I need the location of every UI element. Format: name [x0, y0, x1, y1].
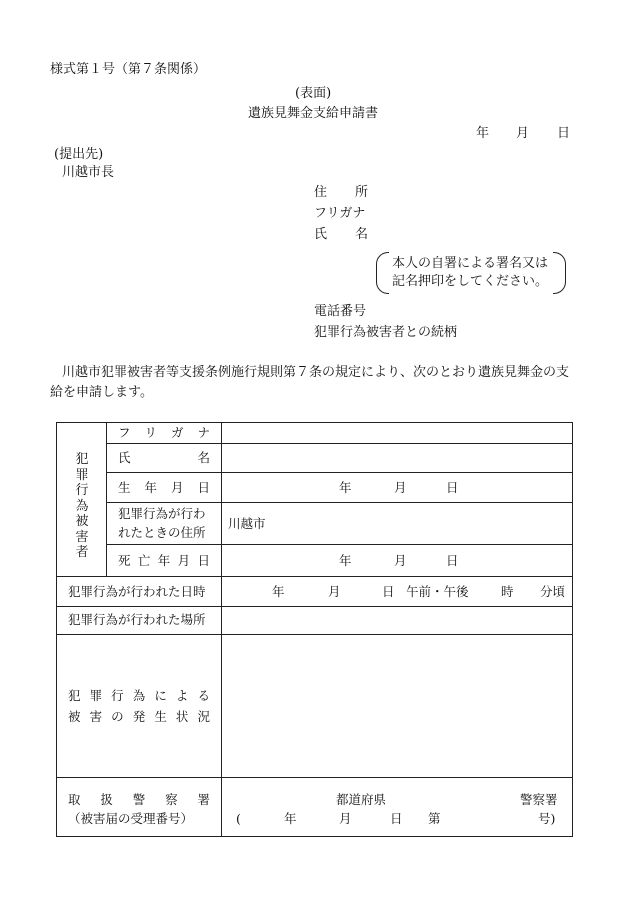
date-day: 日	[557, 126, 571, 141]
note-bracket-left	[376, 252, 389, 294]
label-column-divider	[221, 422, 222, 837]
damage-label-1: 犯 罪 行 為 に よ る	[68, 688, 210, 703]
death-month: 月	[394, 553, 407, 568]
applicant-relation-label: 犯罪行為被害者との続柄	[314, 325, 458, 340]
row-divider-3	[106, 502, 573, 503]
row-divider-8	[56, 777, 573, 778]
submit-to-label: (提出先)	[54, 147, 104, 162]
row-divider-1	[106, 443, 573, 444]
victim-address-value: 川越市	[228, 516, 266, 531]
table-border-left	[56, 422, 57, 837]
death-year: 年	[339, 553, 352, 568]
receipt-year: 年	[284, 811, 297, 826]
receipt-month: 月	[339, 811, 352, 826]
victim-header: 犯罪行為被害者	[75, 452, 89, 560]
applicant-name-label: 氏 名	[314, 227, 368, 242]
victim-death-label: 死 亡 年 月 日	[118, 553, 210, 568]
damage-label-2: 被 害 の 発 生 状 況	[68, 709, 210, 724]
document-title: 遺族見舞金支給申請書	[248, 106, 379, 121]
row-divider-4	[106, 544, 573, 545]
intro-line-1: 川越市犯罪被害者等支援条例施行規則第７条の規定により、次のとおり遺族見舞金の支	[62, 365, 570, 380]
victim-address-label-2: れたときの住所	[118, 525, 206, 540]
date-month: 月	[516, 126, 530, 141]
birth-year: 年	[339, 480, 352, 495]
birth-day: 日	[446, 480, 459, 495]
receipt-number-prefix: 第	[428, 811, 441, 826]
recipient: 川越市長	[62, 165, 115, 180]
crime-place-label: 犯罪行為が行われた場所	[68, 612, 206, 627]
crime-ampm: 午前・午後	[406, 584, 469, 599]
applicant-address-label: 住 所	[314, 185, 368, 200]
table-border-top	[56, 422, 573, 423]
victim-furigana-label: フ リ ガ ナ	[118, 425, 210, 440]
victim-column-divider	[106, 422, 107, 576]
form-side-label: (表面)	[295, 86, 332, 101]
table-border-right	[572, 422, 573, 837]
applicant-furigana-label: フリガナ	[314, 206, 366, 221]
note-bracket-right	[553, 252, 566, 294]
form-number: 様式第１号（第７条関係）	[50, 62, 207, 77]
table-border-bottom	[56, 836, 573, 837]
victim-name-label: 氏 名	[118, 450, 210, 465]
note-line-2: 記名押印をしてください。	[392, 274, 549, 289]
row-divider-7	[56, 634, 573, 635]
birth-month: 月	[394, 480, 407, 495]
intro-line-2: 給を申請します。	[50, 385, 153, 400]
police-station-label: 警察署	[520, 792, 558, 807]
row-divider-5	[56, 576, 573, 577]
note-line-1: 本人の自署による署名又は	[392, 256, 549, 271]
police-label-2: （被害届の受理番号）	[68, 811, 194, 826]
date-year: 年	[476, 126, 490, 141]
row-divider-6	[56, 606, 573, 607]
receipt-close-paren: 号)	[538, 811, 556, 826]
victim-address-label-1: 犯罪行為が行わ	[118, 506, 206, 521]
crime-minute: 分頃	[540, 584, 566, 599]
death-day: 日	[446, 553, 459, 568]
receipt-open-paren: (	[236, 811, 241, 826]
police-label-1: 取 扱 警 察 署	[68, 792, 210, 807]
applicant-phone-label: 電話番号	[314, 304, 367, 319]
application-table	[56, 422, 573, 837]
crime-month: 月	[328, 584, 341, 599]
signature-note	[376, 252, 566, 294]
crime-day: 日	[382, 584, 395, 599]
receipt-day: 日	[390, 811, 403, 826]
prefecture-label: 都道府県	[336, 792, 387, 807]
victim-birth-label: 生 年 月 日	[118, 480, 210, 495]
crime-datetime-label: 犯罪行為が行われた日時	[68, 584, 206, 599]
crime-year: 年	[272, 584, 285, 599]
row-divider-2	[106, 472, 573, 473]
crime-hour: 時	[501, 584, 514, 599]
